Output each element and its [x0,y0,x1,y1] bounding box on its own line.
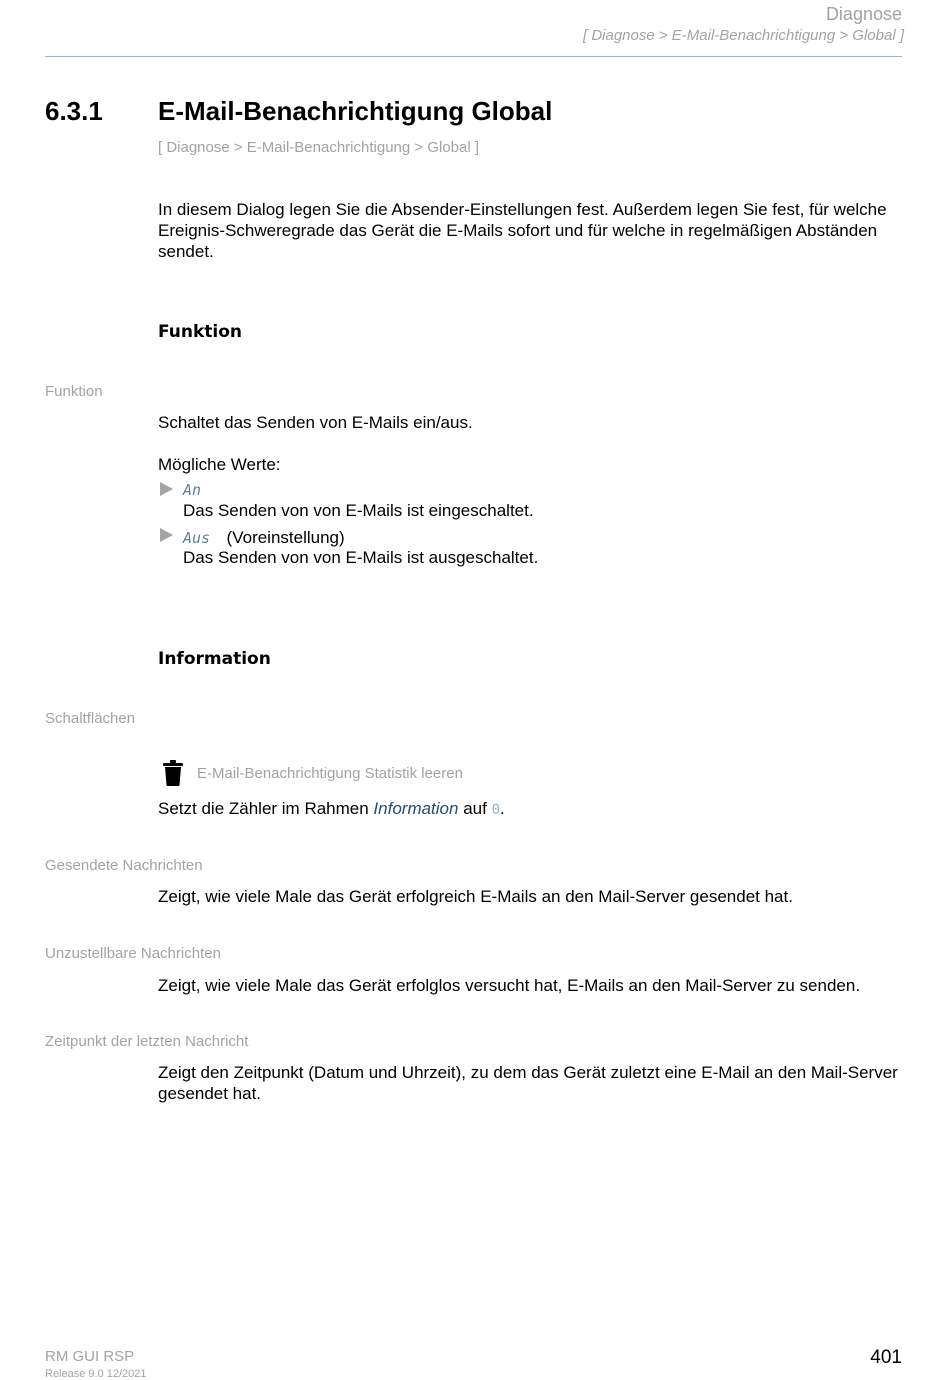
button-description [158,798,908,821]
value-item [160,482,173,496]
value-item-header [183,527,345,548]
triangle-right-icon [160,482,173,496]
triangle-right-icon [160,528,173,542]
button-desc-text: Setzt die Zähler im Rahmen [158,799,374,818]
value-item [160,528,173,542]
field-label-gesendete-nachrichten: Gesendete Nachrichten [45,857,203,874]
values-intro: Mögliche Werte: [158,455,281,474]
button-desc-text: . [500,799,505,818]
button-desc-text: auf [458,799,492,818]
zero-value: 0 [491,802,500,818]
field-label-unzustellbare-nachrichten: Unzustellbare Nachrichten [45,945,221,962]
value-description: Das Senden von von E-Mails ist ausgeschaltet. [183,548,539,567]
field-label-schaltflaechen: Schaltflächen [45,710,136,727]
section-heading-funktion: Funktion [158,322,243,342]
chapter-number: 6.3.1 [45,96,103,126]
value-item-header [183,481,201,500]
chapter-breadcrumb: [ Diagnose > E-Mail-Benachrichtigung > Global ] [158,139,480,156]
field-description: Zeigt den Zeitpunkt (Datum und Uhrzeit), zu dem das Gerät zuletzt eine E-Mail an den Mail-Server gesendet hat. [158,1063,898,1103]
value-description: Das Senden von von E-Mails ist eingeschaltet. [183,501,534,520]
value-name: An [183,481,202,499]
page-number: 401 [870,1347,902,1368]
field-label-funktion: Funktion [45,383,103,400]
value-note: (Voreinstellung) [226,528,345,547]
section-heading-information: Information [158,649,271,669]
intro-paragraph: In diesem Dialog legen Sie die Absender-Einstellungen fest. Außerdem legen Sie fest, für welche Ereignis-Schweregrade das Gerät die E-Mails sofort und für welche in regelmäßigen Abständen sendet. [158,200,887,261]
running-header-title: Diagnose [825,4,902,24]
field-description: Zeigt, wie viele Male das Gerät erfolglos versucht hat, E-Mails an den Mail-Server zu senden. [158,976,861,995]
funktion-description: Schaltet das Senden von E-Mails ein/aus. [158,413,473,432]
footer-release: Release 9.0 12/2021 [45,1368,147,1380]
field-description: Zeigt, wie viele Male das Gerät erfolgreich E-Mails an den Mail-Server gesendet hat. [158,887,793,906]
running-header-breadcrumb: [ Diagnose > E-Mail-Benachrichtigung > Global ] [582,27,904,44]
header-divider [45,56,902,57]
value-name: Aus [183,529,211,547]
trash-icon [163,760,183,786]
chapter-title: E-Mail-Benachrichtigung Global [158,96,553,126]
information-reference: Information [373,799,459,818]
footer-product: RM GUI RSP [45,1348,135,1365]
clear-statistics-button: E-Mail-Benachrichtigung Statistik leeren [197,765,463,782]
field-label-zeitpunkt-letzte-nachricht: Zeitpunkt der letzten Nachricht [45,1033,249,1050]
